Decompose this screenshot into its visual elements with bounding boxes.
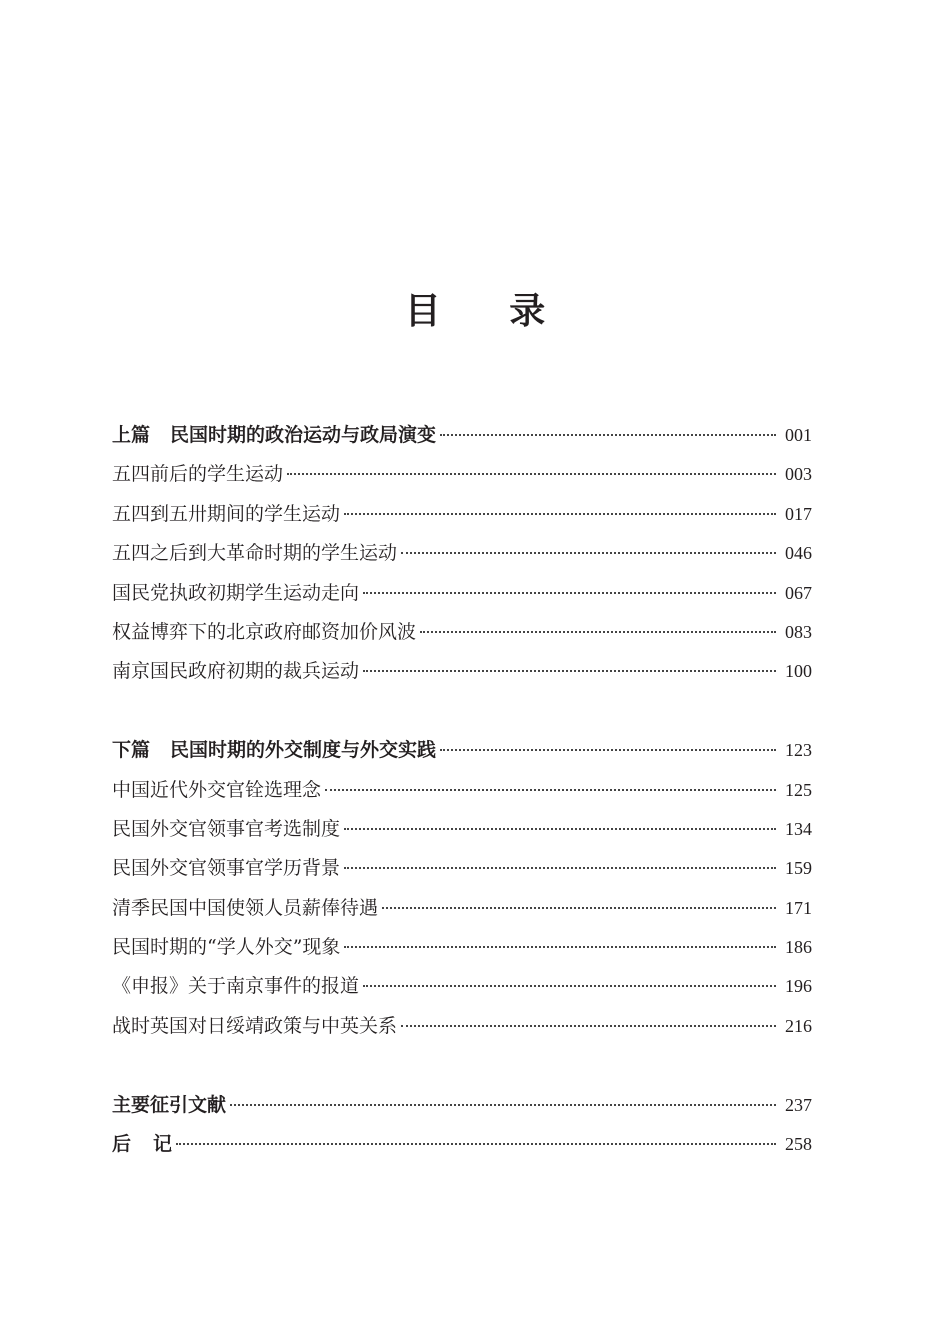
toc-backmatter-references[interactable] [112,1086,812,1125]
toc-entry-title: 《申报》关于南京事件的报道 [112,975,360,998]
toc-entry[interactable] [112,574,812,613]
table-of-contents [112,416,812,1164]
toc-entry-title: 南京国民政府初期的裁兵运动 [112,660,360,683]
toc-page-number: 067 [785,582,812,603]
dot-leader [325,789,776,791]
dot-leader [363,670,776,672]
dot-leader [363,985,776,987]
toc-backmatter-afterword[interactable] [112,1125,812,1164]
toc-page-number: 083 [785,621,812,642]
toc-entry[interactable] [112,810,812,849]
toc-page-number: 125 [785,779,812,800]
toc-part-heading-2[interactable] [112,731,812,770]
toc-page-number: 186 [785,937,812,958]
toc-entry-title: 主要征引文献 [112,1093,227,1116]
toc-part-title: 民国时期的政治运动与政局演变 [170,424,437,446]
dot-leader [420,631,776,633]
toc-entry-title: 中国近代外交官铨选理念 [112,778,322,801]
toc-page-number: 100 [785,661,812,682]
toc-page-number: 123 [785,740,812,761]
toc-entry[interactable] [112,967,812,1006]
toc-entry-title: 五四之后到大革命时期的学生运动 [112,542,398,565]
toc-entry[interactable] [112,534,812,573]
toc-entry[interactable] [112,849,812,888]
toc-part-label [112,416,436,455]
toc-entry-title [112,1125,172,1164]
page-title: 目 录 [404,291,574,332]
toc-part-prefix: 上篇 [112,424,151,446]
toc-entry[interactable] [112,495,812,534]
dot-leader [440,434,776,436]
section-spacer [112,1046,812,1085]
toc-part-prefix: 下篇 [112,739,151,762]
toc-page-number: 134 [785,818,812,839]
toc-entry-title: 五四前后的学生运动 [112,463,284,486]
toc-entry[interactable] [112,889,812,928]
toc-entry-title: 五四到五卅期间的学生运动 [112,502,341,525]
toc-entry-title: 战时英国对日绥靖政策与中英关系 [112,1014,398,1037]
dot-leader [401,1025,776,1027]
dot-leader [382,907,776,909]
toc-entry[interactable] [112,928,812,967]
toc-page-number: 237 [785,1094,812,1115]
toc-entry[interactable] [112,1007,812,1046]
dot-leader [287,473,776,475]
dot-leader [176,1143,776,1145]
toc-entry-title: 民国外交官领事官考选制度 [112,817,341,840]
toc-entry[interactable] [112,771,812,810]
toc-entry[interactable] [112,455,812,494]
toc-part-label [112,731,436,770]
dot-leader [230,1104,776,1106]
dot-leader [363,592,776,594]
dot-leader [401,552,776,554]
toc-entry[interactable] [112,613,812,652]
toc-page-number: 017 [785,503,812,524]
section-spacer [112,692,812,731]
dot-leader [344,513,776,515]
toc-entry-title-left: 后 [112,1133,132,1156]
toc-page-number: 171 [785,897,812,918]
toc-part-title: 民国时期的外交制度与外交实践 [170,739,437,762]
toc-entry[interactable] [112,652,812,691]
toc-entry-title: 民国时期的“学人外交”现象 [112,936,341,959]
toc-entry-title-right: 记 [153,1133,173,1156]
toc-page-number: 001 [785,425,812,445]
toc-entry-title: 权益博弈下的北京政府邮资加价风波 [112,620,417,643]
toc-page-number: 196 [785,976,812,997]
toc-page-number: 046 [785,543,812,564]
dot-leader [440,749,776,751]
toc-entry-title: 民国外交官领事官学历背景 [112,857,341,880]
dot-leader [344,828,776,830]
toc-page-number: 216 [785,1015,812,1036]
dot-leader [344,946,776,948]
toc-page-number: 159 [785,858,812,879]
toc-entry-title: 清季民国中国使领人员薪俸待遇 [112,896,379,919]
toc-entry-title: 国民党执政初期学生运动走向 [112,581,360,604]
dot-leader [344,867,776,869]
toc-page-number: 003 [785,464,812,485]
toc-part-heading-1[interactable] [112,416,812,455]
toc-page-number: 258 [785,1134,812,1155]
